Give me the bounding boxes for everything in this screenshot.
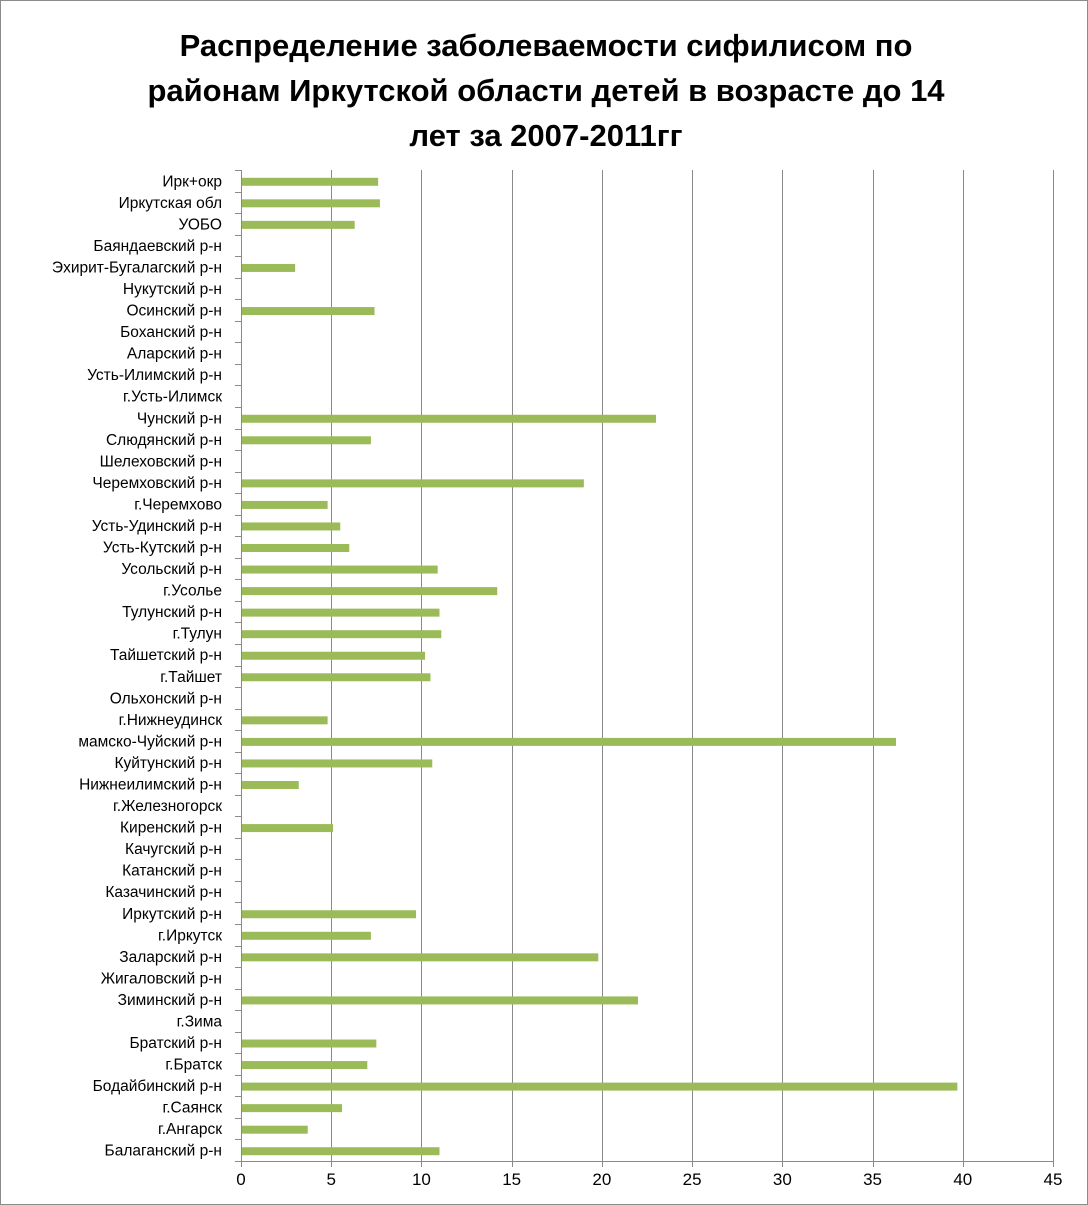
bar-1	[242, 199, 380, 207]
category-label: г.Усолье	[163, 582, 222, 600]
bar-14	[242, 479, 584, 487]
category-label: Ирк+окр	[162, 173, 222, 191]
category-label: УОБО	[178, 216, 222, 234]
bar-28	[242, 781, 299, 789]
chart-title-line-2: районам Иркутской области детей в возрасте до 14	[147, 73, 945, 108]
category-label: Усольский р-н	[121, 561, 222, 579]
chart-title-line-1: Распределение заболеваемости сифилисом по	[179, 28, 913, 63]
bar-4	[242, 264, 295, 272]
bar-40	[242, 1040, 376, 1048]
category-label: г.Нижнеудинск	[118, 711, 222, 729]
bar-11	[242, 415, 656, 423]
chart-title-line-3: лет за 2007-2011гг	[409, 118, 683, 153]
bar-22	[242, 652, 425, 660]
x-tick-label: 15	[502, 1170, 522, 1189]
bar-43	[242, 1104, 342, 1112]
category-label: г.Усть-Илимск	[123, 388, 222, 406]
category-label: Черемховский р-н	[92, 474, 222, 492]
category-label: г.Тайшет	[160, 668, 222, 686]
bar-41	[242, 1061, 367, 1069]
category-label: Казачинский р-н	[105, 884, 222, 902]
bar-44	[242, 1126, 308, 1134]
category-label: Балаганский р-н	[104, 1142, 222, 1160]
bar-21	[242, 630, 441, 638]
category-label: Усть-Кутский р-н	[102, 539, 222, 557]
category-label: мамско-Чуйский р-н	[78, 733, 222, 751]
category-label: Усть-Илимский р-н	[87, 367, 222, 385]
bars	[242, 178, 957, 1155]
bar-26	[242, 738, 896, 746]
category-label: Тайшетский р-н	[109, 647, 222, 665]
category-label: Усть-Удинский р-н	[91, 517, 222, 535]
category-label: г.Иркутск	[158, 927, 222, 945]
x-tick-label: 20	[592, 1170, 612, 1189]
x-tick-label: 30	[772, 1170, 792, 1189]
category-label: Жигаловский р-н	[100, 970, 222, 988]
category-label: Ольхонский р-н	[109, 690, 222, 708]
category-label: Бодайбинский р-н	[92, 1078, 222, 1096]
bar-38	[242, 996, 638, 1004]
category-label: Нижнеилимский р-н	[79, 776, 222, 794]
x-tick-label: 0	[236, 1170, 246, 1189]
category-label: г.Тулун	[172, 625, 222, 643]
category-label: Нукутский р-н	[122, 280, 222, 298]
category-label: Куйтунский р-н	[114, 754, 222, 772]
category-label: Иркутская обл	[118, 194, 222, 212]
x-tick-label: 25	[682, 1170, 702, 1189]
category-label: г.Черемхово	[134, 496, 222, 514]
category-labels	[52, 173, 222, 1159]
category-label: Братский р-н	[129, 1035, 222, 1053]
category-label: г.Братск	[165, 1056, 222, 1074]
x-tick-label: 5	[326, 1170, 336, 1189]
category-label: г.Железногорск	[113, 798, 222, 816]
x-tick-label: 45	[1043, 1170, 1063, 1189]
bar-42	[242, 1083, 957, 1091]
bar-0	[242, 178, 378, 186]
category-label: Иркутский р-н	[122, 905, 222, 923]
category-label: Баяндаевский р-н	[93, 237, 222, 255]
bar-30	[242, 824, 333, 832]
category-label: Чунский р-н	[136, 410, 222, 428]
category-label: Киренский р-н	[120, 819, 222, 837]
bar-20	[242, 609, 439, 617]
category-label: Зиминский р-н	[117, 991, 222, 1009]
bar-2	[242, 221, 355, 229]
category-label: Аларский р-н	[126, 345, 222, 363]
bar-36	[242, 953, 598, 961]
bar-25	[242, 716, 328, 724]
grid-lines	[332, 170, 1054, 1161]
category-label: г.Саянск	[162, 1099, 222, 1117]
bar-6	[242, 307, 375, 315]
category-label: Качугский р-н	[125, 841, 222, 859]
bar-12	[242, 436, 371, 444]
bar-15	[242, 501, 328, 509]
bar-18	[242, 566, 438, 574]
bar-34	[242, 910, 416, 918]
category-label: Катанский р-н	[122, 862, 222, 880]
bar-23	[242, 673, 430, 681]
x-tick-label: 40	[953, 1170, 973, 1189]
x-tick-labels	[236, 1170, 1062, 1189]
category-label: Заларский р-н	[119, 948, 222, 966]
axes	[235, 170, 1054, 1167]
category-label: Осинский р-н	[126, 302, 222, 320]
bar-27	[242, 759, 432, 767]
x-tick-label: 10	[411, 1170, 431, 1189]
category-label: г.Ангарск	[157, 1121, 222, 1139]
bar-45	[242, 1147, 439, 1155]
category-label: Тулунский р-н	[122, 604, 222, 622]
x-tick-label: 35	[863, 1170, 883, 1189]
bar-17	[242, 544, 349, 552]
category-label: Эхирит-Бугалагский р-н	[51, 259, 222, 277]
bar-35	[242, 932, 371, 940]
category-label: Слюдянский р-н	[105, 431, 222, 449]
bar-19	[242, 587, 497, 595]
category-label: г.Зима	[176, 1013, 222, 1031]
category-label: Боханский р-н	[120, 324, 222, 342]
bar-16	[242, 522, 340, 530]
category-label: Шелеховский р-н	[99, 453, 222, 471]
